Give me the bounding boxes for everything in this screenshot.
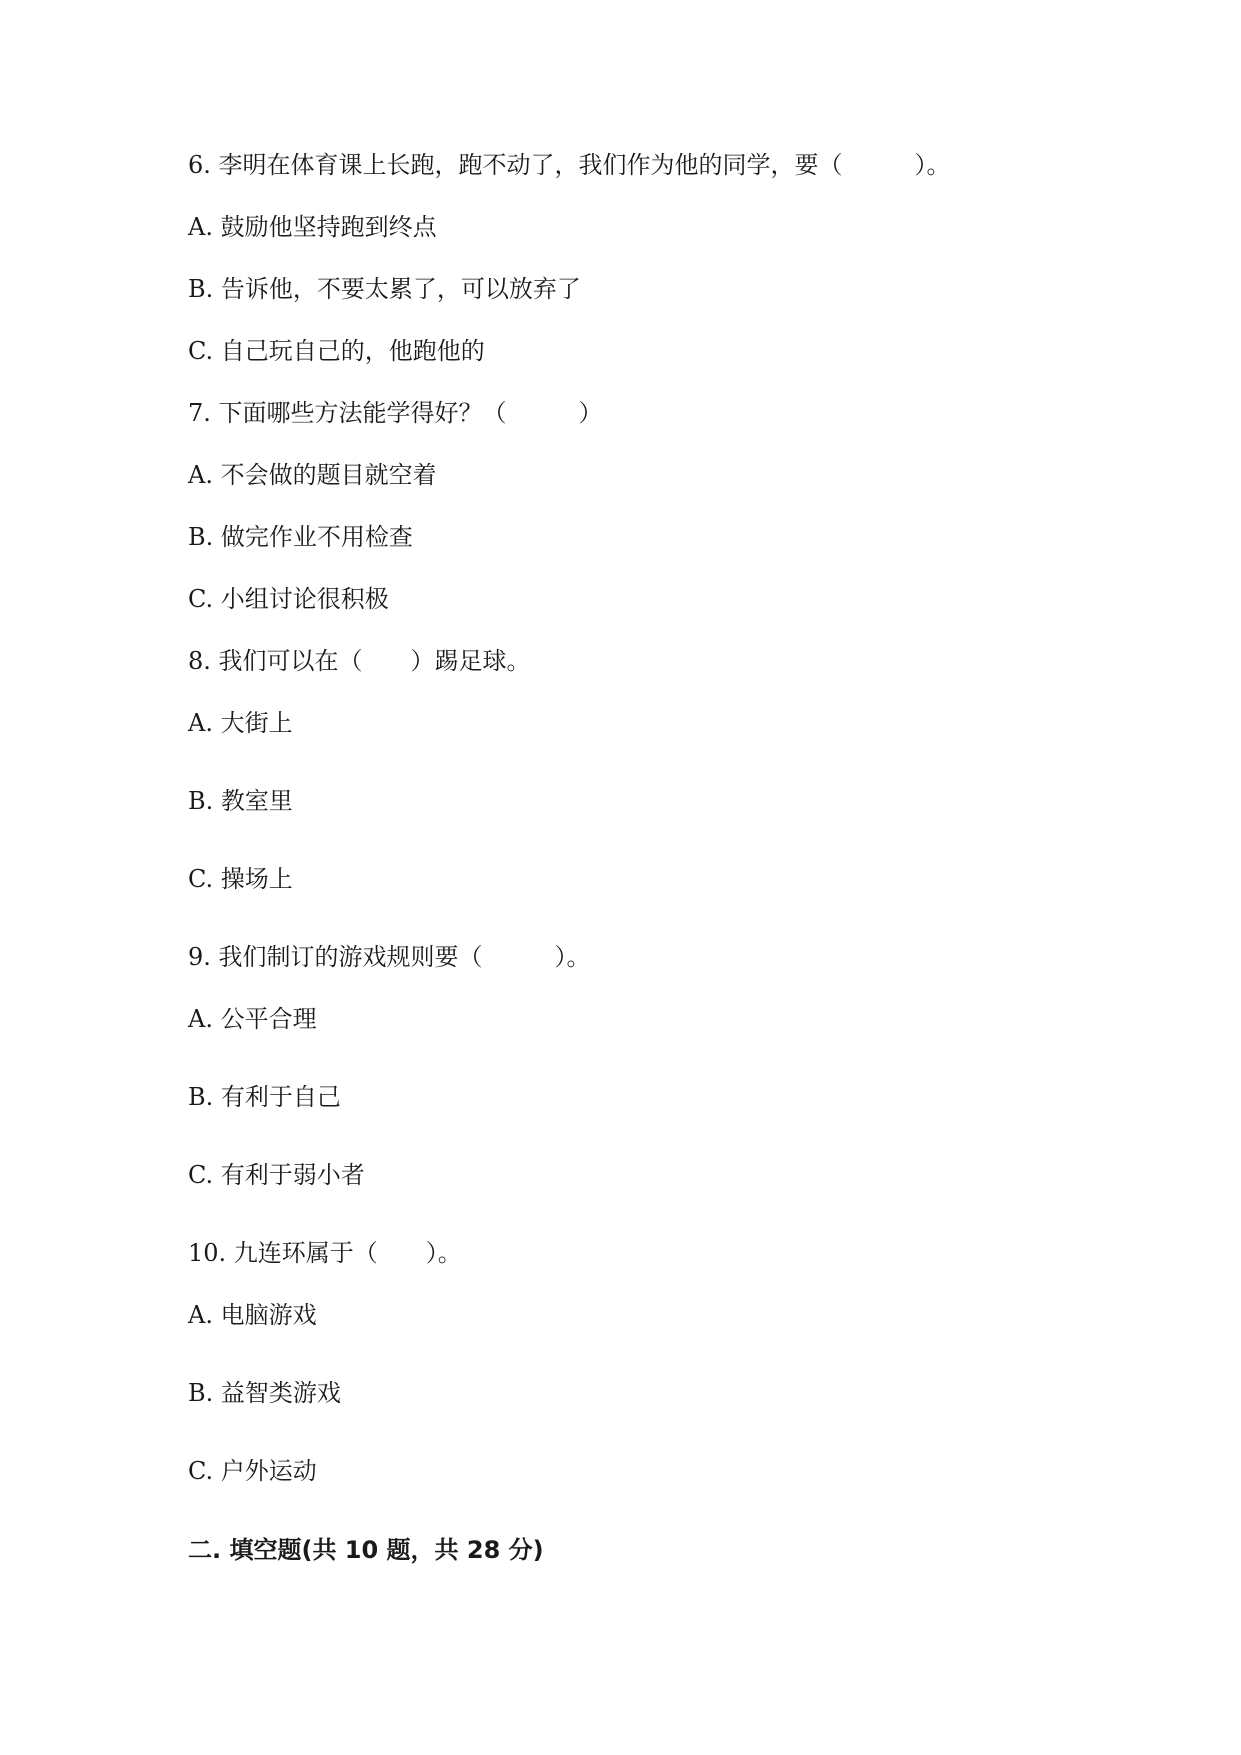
question-10-option-b: B. 益智类游戏 xyxy=(188,1379,341,1407)
question-7-option-c: C. 小组讨论很积极 xyxy=(188,585,389,613)
question-10-stem: 10. 九连环属于（ ）。 xyxy=(188,1239,462,1267)
question-8-stem: 8. 我们可以在（ ）踢足球。 xyxy=(188,647,531,675)
question-9-option-c: C. 有利于弱小者 xyxy=(188,1161,365,1189)
question-6-stem: 6. 李明在体育课上长跑，跑不动了，我们作为他的同学，要（ ）。 xyxy=(188,151,951,179)
question-6-option-c: C. 自己玩自己的，他跑他的 xyxy=(188,337,485,365)
section-title-fill-in-blank: 二. 填空题(共 10 题，共 28 分) xyxy=(188,1536,544,1564)
question-9-stem: 9. 我们制订的游戏规则要（ ）。 xyxy=(188,943,591,971)
question-6-option-b: B. 告诉他，不要太累了，可以放弃了 xyxy=(188,275,581,303)
question-7-stem: 7. 下面哪些方法能学得好？（ ） xyxy=(188,399,603,427)
question-9-option-b: B. 有利于自己 xyxy=(188,1083,341,1111)
question-7-option-b: B. 做完作业不用检查 xyxy=(188,523,413,551)
question-7-option-a: A. 不会做的题目就空着 xyxy=(188,461,437,489)
question-10-option-c: C. 户外运动 xyxy=(188,1457,317,1485)
question-8-option-c: C. 操场上 xyxy=(188,865,293,893)
question-6-option-a: A. 鼓励他坚持跑到终点 xyxy=(188,213,437,241)
question-8-option-a: A. 大街上 xyxy=(188,709,293,737)
question-10-option-a: A. 电脑游戏 xyxy=(188,1301,317,1329)
question-8-option-b: B. 教室里 xyxy=(188,787,293,815)
question-9-option-a: A. 公平合理 xyxy=(188,1005,317,1033)
